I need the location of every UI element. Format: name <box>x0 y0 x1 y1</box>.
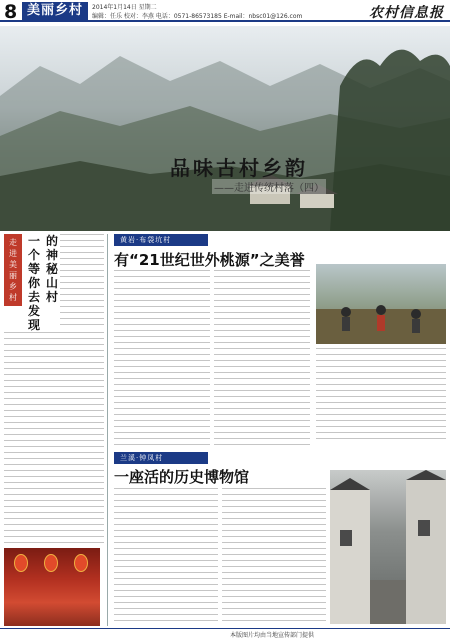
lantern-photo <box>4 548 100 626</box>
article-body-mid-bottom-a <box>114 488 218 624</box>
headline-mid-top: 有“21世纪世外桃源”之美誉 <box>114 251 305 269</box>
headline-mid-bottom: 一座活的历史博物馆 <box>114 468 250 486</box>
article-body-left <box>4 332 104 544</box>
editor-contact: 编辑：任乐 校对：李燕 电话：0571-86573185 E-mail：nbsc01@126.com <box>92 13 303 20</box>
hero-title: 品味古村乡韵 <box>170 156 308 180</box>
lantern-icon <box>44 554 58 572</box>
section-label-bottom: 兰溪·钟凤村 <box>114 452 208 464</box>
hero-photo <box>0 26 450 231</box>
newspaper-name: 农村信息报 <box>369 5 444 21</box>
section-tag-text: 走进美丽乡村 <box>9 238 17 302</box>
headline-col1: 一个等你去发现 <box>28 234 41 332</box>
column-title: 美丽乡村 <box>22 2 88 20</box>
lantern-icon <box>14 554 28 572</box>
article-body-left-top <box>60 234 104 328</box>
article-body-mid-bottom-b <box>222 488 326 624</box>
article-body-mid-top-a <box>114 270 210 446</box>
hero-subtitle: ——走进传统村落（四） <box>212 179 326 194</box>
photo-credit: 本版图片均由当地宣传部门提供 <box>230 632 315 639</box>
villagers-photo <box>316 264 446 344</box>
article-body-mid-top-c <box>316 348 446 444</box>
section-label-top: 黄岩·布袋坑村 <box>114 234 208 246</box>
section-tag <box>4 234 22 306</box>
article-body-mid-top-b <box>214 270 310 446</box>
headline-col2: 的神秘山村 <box>46 234 59 304</box>
issue-date: 2014年1月14日 星期二 <box>92 4 157 11</box>
mountain-landscape-icon <box>0 26 450 231</box>
village-alley-photo <box>330 470 446 624</box>
page-footer <box>0 628 450 640</box>
page-number: 8 <box>4 1 18 23</box>
column-divider <box>107 234 108 626</box>
page-header <box>0 0 450 22</box>
lantern-icon <box>74 554 88 572</box>
